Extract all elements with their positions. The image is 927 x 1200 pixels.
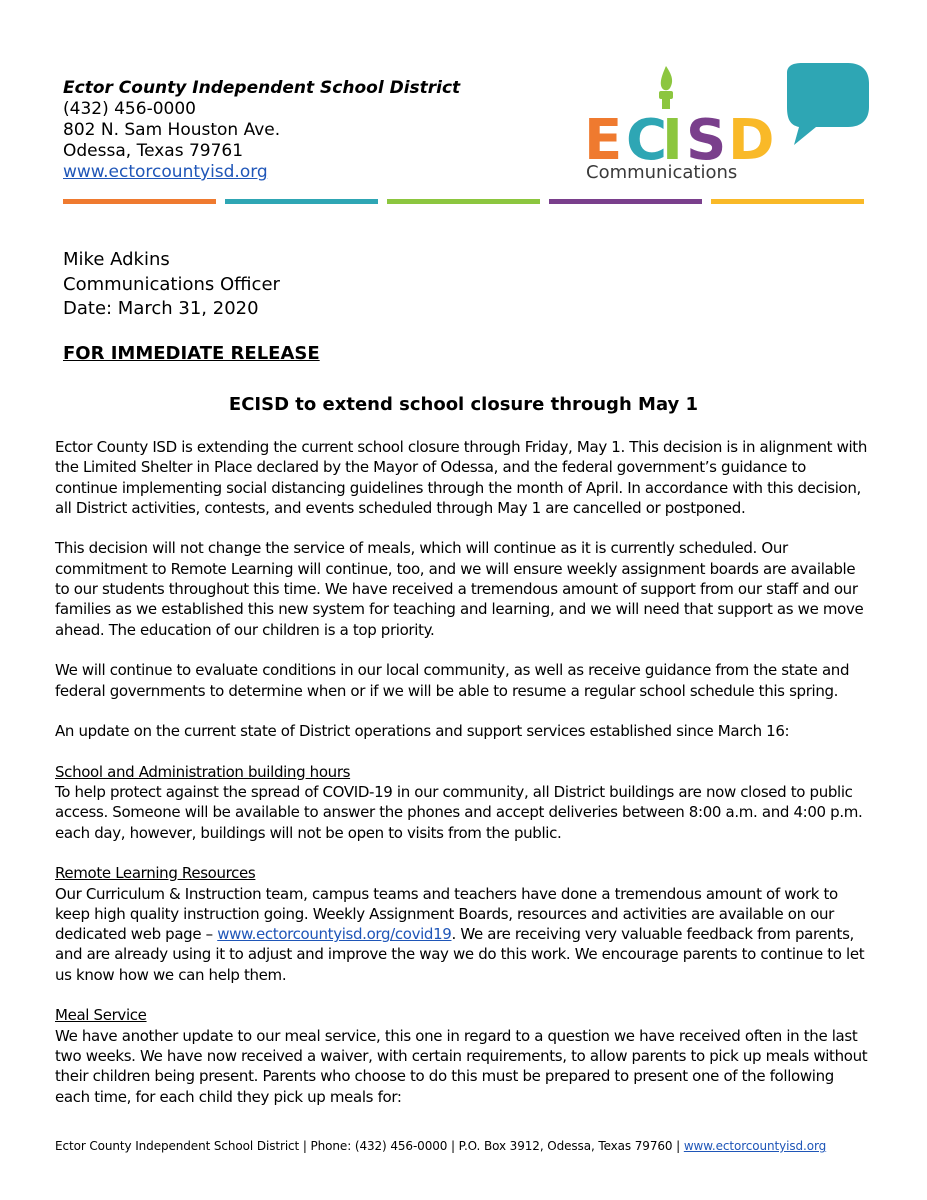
- page-footer: [55, 1138, 870, 1154]
- headline: ECISD to extend school closure through May 1: [228, 394, 699, 415]
- covid19-page-link[interactable]: www.ectorcountyisd.org/covid19: [217, 925, 452, 944]
- section-title-building-hours: School and Administration building hours: [55, 762, 351, 781]
- logo-letter-i: I: [662, 108, 683, 173]
- release-label: FOR IMMEDIATE RELEASE: [63, 343, 320, 364]
- sender-name: Mike Adkins: [63, 249, 170, 270]
- letterhead-contact: [63, 78, 460, 183]
- logo-letter-c: C: [626, 108, 668, 173]
- logo-letter-e: E: [584, 108, 623, 173]
- section-text-meal-service: We have another update to our meal service, this one in regard to a question we have received often in the last two weeks. We have now received a waiver, with certain requirements, to allow parents to pick up meals without their children being present. Parents who choose to do this must be prepared to present one of the following each time, for each child they pick up meals for:: [55, 1026, 868, 1106]
- sender-title: Communications Officer: [63, 273, 280, 295]
- logo-subtitle: Communications: [586, 162, 738, 183]
- ecisd-communications-logo: [582, 63, 872, 183]
- press-release-body: [55, 437, 870, 1127]
- divider-bar-purple: [549, 199, 702, 204]
- footer-text: Ector County Independent School District | Phone: (432) 456-0000 | P.O. Box 3912, Odessa, Texas 79760 |: [55, 1139, 684, 1153]
- org-name: Ector County Independent School District: [63, 78, 461, 98]
- org-website-link[interactable]: www.ectorcountyisd.org: [63, 162, 268, 182]
- release-date: Date: March 31, 2020: [63, 298, 259, 319]
- section-building-hours: [55, 762, 870, 843]
- body-paragraph-1: Ector County ISD is extending the current school closure through Friday, May 1. This decision is in alignment with the Limited Shelter in Place declared by the Mayor of Odessa, and the federal government’s guidance to continue implementing social distancing guidelines through the month of April. In accordance with this decision, all District activities, contests, and events scheduled through May 1 are cancelled or postponed.: [55, 438, 867, 517]
- divider-bar-orange: [63, 199, 216, 204]
- section-title-remote-learning: Remote Learning Resources: [55, 864, 256, 883]
- section-title-meal-service: Meal Service: [55, 1006, 147, 1025]
- body-paragraph-2: This decision will not change the service of meals, which will continue as it is currently scheduled. Our commitment to Remote Learning will continue, too, and we will ensure weekly assignment boards are available to our students throughout this time. We have received a tremendous amount of support from our staff and our families as we established this new system for teaching and learning, and we will need that support as we move ahead. The education of our children is a top priority.: [55, 539, 864, 639]
- section-meal-service: [55, 1005, 870, 1106]
- org-phone: (432) 456-0000: [63, 99, 196, 119]
- body-paragraph-3: We will continue to evaluate conditions in our local community, as well as receive guidance from the state and federal governments to determine when or if we will be able to resume a regular school schedule this spring.: [55, 661, 850, 700]
- divider-bar-yellow: [711, 199, 864, 204]
- sender-block: [63, 248, 280, 322]
- body-paragraph-4: An update on the current state of District operations and support services established since March 16:: [55, 722, 790, 741]
- divider-bar-green: [387, 199, 540, 204]
- logo-letter-d: D: [728, 108, 775, 173]
- speech-bubble-icon: [787, 63, 869, 145]
- torch-icon: [659, 66, 673, 109]
- section-remote-learning: [55, 863, 870, 985]
- footer-website-link[interactable]: www.ectorcountyisd.org: [683, 1139, 827, 1153]
- org-address-line1: 802 N. Sam Houston Ave.: [63, 120, 281, 140]
- org-address-line2: Odessa, Texas 79761: [63, 141, 244, 161]
- section-text-building-hours: To help protect against the spread of COVID-19 in our community, all District buildings are now closed to public access. Someone will be available to answer the phones and accept deliveries between 8:00 a.m. and 4:00 p.m. each day, however, buildings will not be open to visits from the public.: [55, 783, 863, 842]
- section-text-remote-learning-a: Our Curriculum & Instruction team, campus teams and teachers have done a tremendous amount of work to keep high quality instruction going. Weekly Assignment Boards, resources and activities are available on our dedicated web page –: [55, 884, 838, 944]
- logo-letter-s: S: [686, 108, 727, 173]
- section-text-remote-learning-b: . We are receiving very valuable feedback from parents, and are already using it to adjust and improve the way we do this work. We encourage parents to continue to let us know how we can help them.: [55, 925, 865, 984]
- color-divider-bars: [63, 199, 863, 205]
- divider-bar-teal: [225, 199, 378, 204]
